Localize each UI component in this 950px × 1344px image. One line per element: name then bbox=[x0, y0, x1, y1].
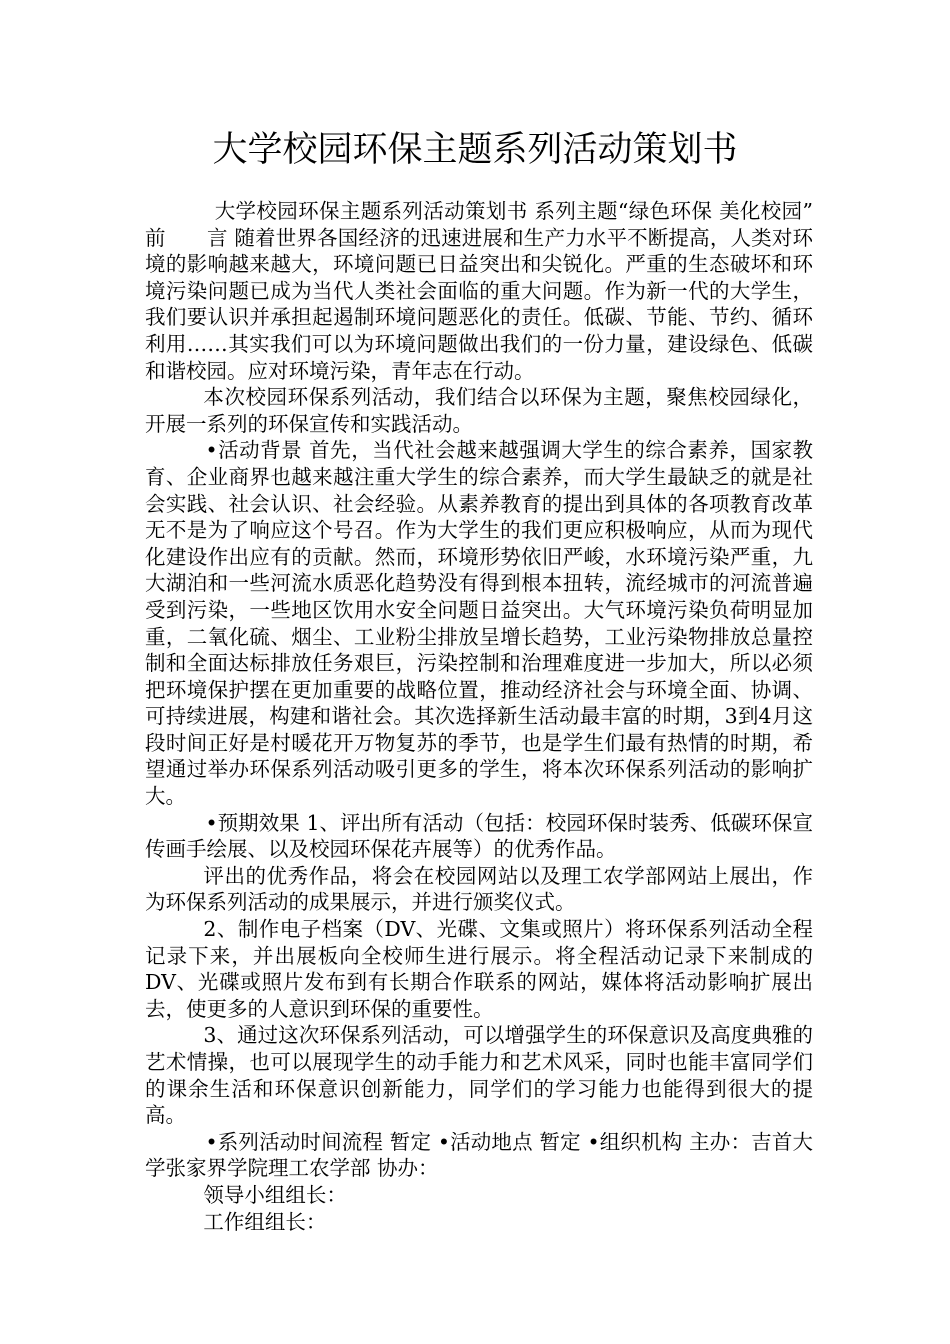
paragraph-results-display: 评出的优秀作品，将会在校园网站以及理工农学部网站上展出，作为环保系列活动的成果展示，并进行颁奖仪式。 bbox=[145, 863, 813, 915]
paragraph-schedule-organization: •系列活动时间流程 暂定 •活动地点 暂定 •组织机构 主办：吉首大学张家界学院理工农学部 协办： bbox=[145, 1129, 813, 1181]
paragraph-foreword: 大学校园环保主题系列活动策划书 系列主题“绿色环保 美化校园” 前 言 随着世界各国经济的迅速进展和生产力水平不断提高，人类对环境的影响越来越大，环境问题已日益突出和尖锐化。严重的生态破坏和环境污染问题已成为当代人类社会面临的重大问题。作为新一代的大学生，我们要认识并承担起遏制环境问题恶化的责任。低碳、节能、节约、循环利用……其实我们可以为环境问题做出我们的一份力量，建设绿色、低碳和谐校园。应对环境污染，青年志在行动。 bbox=[145, 199, 854, 383]
paragraph-work-leader: 工作组组长： bbox=[203, 1209, 327, 1234]
paragraph-electronic-archive: 2、制作电子档案（DV、光碟、文集或照片）将环保系列活动全程记录下来，并出展板向全校师生进行展示。将全程活动记录下来制成的DV、光碟或照片发布到有长期合作联系的网站，媒体将活动影响扩展出去，使更多的人意识到环保的重要性。 bbox=[145, 917, 813, 1021]
paragraph-activity-intro: 本次校园环保系列活动，我们结合以环保为主题，聚焦校园绿化，开展一系列的环保宣传和实践活动。 bbox=[145, 385, 813, 436]
paragraph-leader: 领导小组组长： bbox=[203, 1182, 347, 1207]
document-title: 大学校园环保主题系列活动策划书 bbox=[212, 130, 738, 170]
paragraph-awareness: 3、通过这次环保系列活动，可以增强学生的环保意识及高度典雅的艺术情操，也可以展现学生的动手能力和艺术风采，同时也能丰富同学们的课余生活和环保意识创新能力，同学们的学习能力也能得到很大的提高。 bbox=[145, 1023, 813, 1128]
paragraph-expected-results: •预期效果 1、评出所有活动（包括：校园环保时装秀、低碳环保宣传画手绘展、以及校园环保花卉展等）的优秀作品。 bbox=[145, 810, 813, 862]
paragraph-background: •活动背景 首先，当代社会越来越强调大学生的综合素养，国家教育、企业商界也越来越注重大学生的综合素养，而大学生最缺乏的就是社会实践、社会认识、社会经验。从素养教育的提出到具体的各项教育改革无不是为了响应这个号召。作为大学生的我们更应积极响应，从而为现代化建设作出应有的贡献。然而，环境形势依旧严峻，水环境污染严重，九大湖泊和一些河流水质恶化趋势没有得到根本扭转，流经城市的河流普遍受到污染，一些地区饮用水安全问题日益突出。大气环境污染负荷明显加重，二氧化硫、烟尘、工业粉尘排放呈增长趋势，工业污染物排放总量控制和全面达标排放任务艰巨，污染控制和治理难度进一步加大，所以必须把环境保护摆在更加重要的战略位置，推动经济社会与环境全面、协调、可持续进展，构建和谐社会。其次选择新生活动最丰富的时期，3到4月这段时间正好是村暖花开万物复苏的季节，也是学生们最有热情的时期，希望通过举办环保系列活动吸引更多的学生，将本次环保系列活动的影响扩大。 bbox=[145, 438, 813, 809]
document-body bbox=[145, 198, 854, 1235]
